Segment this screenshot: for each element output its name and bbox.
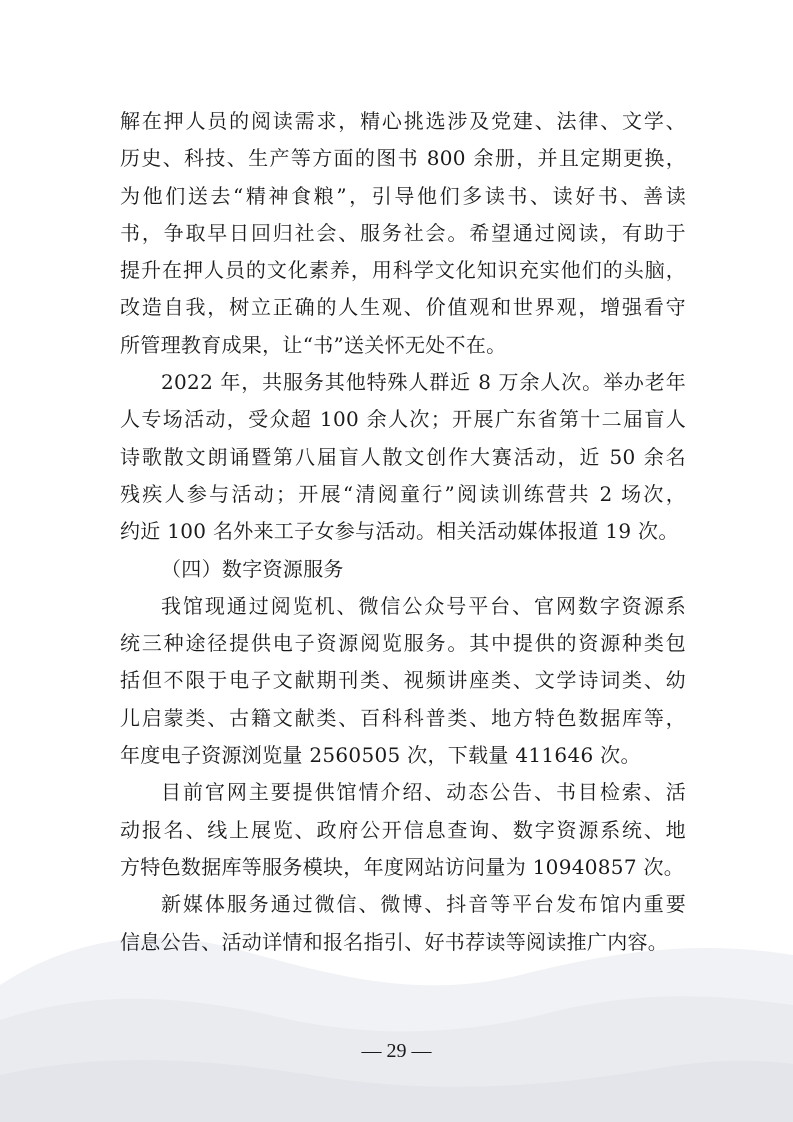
section-heading: [120, 551, 686, 588]
text-line: 动报名、线上展览、政府公开信息查询、数字资源系统、地: [120, 817, 686, 842]
document-body: [120, 103, 686, 961]
text-line: 为他们送去“精神食粮”，引导他们多读书、读好书、善读: [120, 183, 686, 208]
text-line: 目前官网主要提供馆情介绍、动态公告、书目检索、活: [161, 780, 686, 805]
text-line: 年度电子资源浏览量 2560505 次，下载量 411646 次。: [120, 743, 641, 768]
paragraph: [120, 588, 686, 774]
text-line: 书，争取早日回归社会、服务社会。希望通过阅读，有助于: [120, 220, 686, 245]
text-line: 历史、科技、生产等方面的图书 800 余册，并且定期更换，: [120, 146, 686, 171]
text-line: 诗歌散文朗诵暨第八届盲人散文创作大赛活动，近 50 余名: [120, 444, 686, 469]
text-line: 残疾人参与活动；开展“清阅童行”阅读训练营共 2 场次，: [120, 481, 686, 506]
paragraph: [120, 774, 686, 886]
page-number: — 29 —: [361, 1040, 432, 1062]
text-line: 所管理教育成果，让“书”送关怀无处不在。: [120, 332, 507, 357]
paragraph: [120, 886, 686, 961]
text-line: 方特色数据库等服务模块，年度网站访问量为 10940857 次。: [120, 854, 685, 879]
section-title: （四）数字资源服务: [161, 556, 344, 581]
text-line: 提升在押人员的文化素养，用科学文化知识充实他们的头脑，: [120, 258, 686, 283]
text-line: 约近 100 名外来工子女参与活动。相关活动媒体报道 19 次。: [120, 519, 679, 544]
paragraph: [120, 103, 686, 364]
text-line: 解在押人员的阅读需求，精心挑选涉及党建、法律、文学、: [120, 109, 686, 133]
text-line: 我馆现通过阅览机、微信公众号平台、官网数字资源系: [161, 593, 686, 618]
text-line: 儿启蒙类、古籍文献类、百科科普类、地方特色数据库等，: [120, 705, 686, 730]
text-line: 2022 年，共服务其他特殊人群近 8 万余人次。举办老年: [161, 370, 686, 395]
text-line: 统三种途径提供电子资源阅览服务。其中提供的资源种类包: [120, 631, 686, 656]
text-line: 改造自我，树立正确的人生观、价值观和世界观，增强看守: [120, 295, 686, 320]
paragraph: [120, 364, 686, 550]
text-line: 信息公告、活动详情和报名指引、好书荐读等阅读推广内容。: [120, 929, 669, 954]
text-line: 人专场活动，受众超 100 余人次；开展广东省第十二届盲人: [120, 407, 686, 432]
text-line: 括但不限于电子文献期刊类、视频讲座类、文学诗词类、幼: [120, 668, 686, 693]
text-line: 新媒体服务通过微信、微博、抖音等平台发布馆内重要: [161, 892, 686, 917]
